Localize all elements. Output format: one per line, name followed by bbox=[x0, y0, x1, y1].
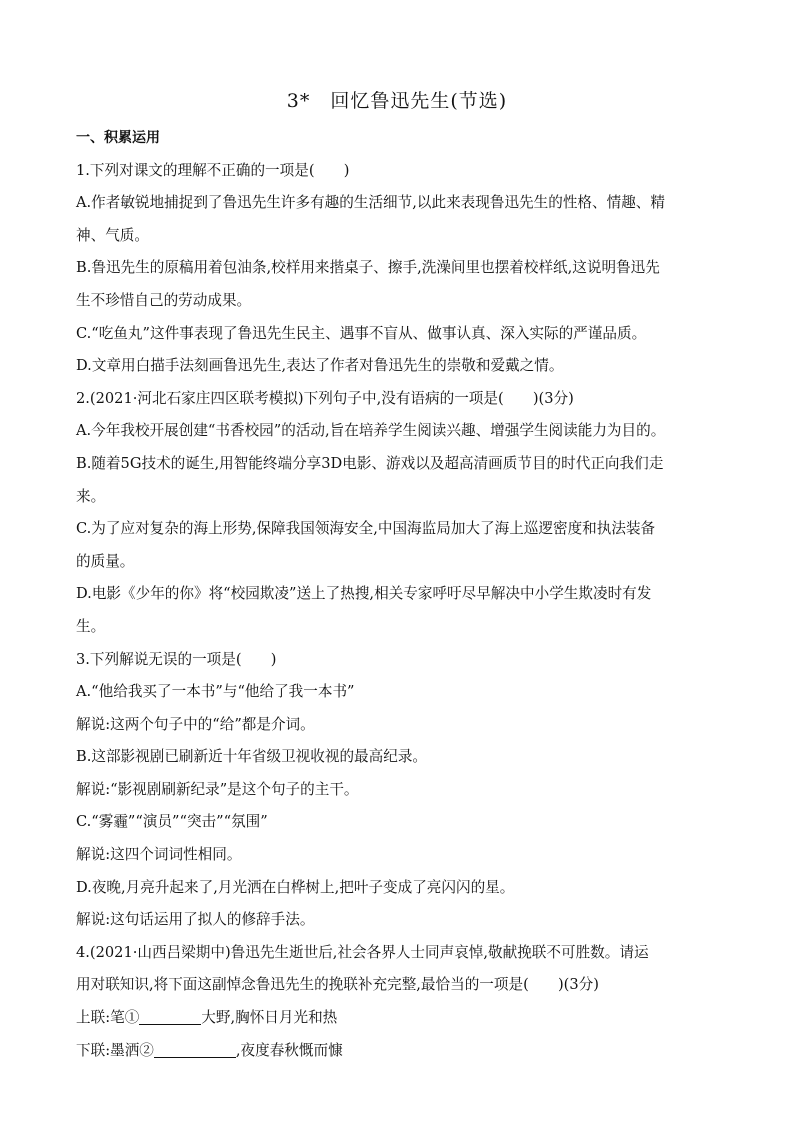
couplet-lower-prefix: 下联:墨洒② bbox=[76, 1041, 154, 1059]
text-line: A.今年我校开展创建“书香校园”的活动,旨在培养学生阅读兴趣、增强学生阅读能力为目的。 bbox=[76, 422, 666, 440]
text-line: 解说:“影视剧刷新纪录”是这个句子的主干。 bbox=[76, 780, 359, 798]
couplet-lower bbox=[76, 1035, 718, 1068]
text-line: 解说:这两个句子中的“给”都是介词。 bbox=[76, 715, 315, 733]
answer-blank-2[interactable] bbox=[154, 1039, 236, 1058]
text-line: B.随着5G技术的诞生,用智能终端分享3D电影、游戏以及超高清画质节目的时代正向我们走 bbox=[76, 454, 664, 472]
section-heading: 一、积累运用 bbox=[76, 130, 160, 146]
text-line: C.“吃鱼丸”这件事表现了鲁迅先生民主、遇事不盲从、做事认真、深入实际的严谨品质。 bbox=[76, 324, 647, 342]
document-body bbox=[76, 122, 718, 1067]
text-line: 1.下列对课文的理解不正确的一项是( ) bbox=[76, 161, 350, 179]
couplet-upper bbox=[76, 1002, 718, 1035]
text-line: 2.(2021·河北石家庄四区联考模拟)下列句子中,没有语病的一项是( )(3分) bbox=[76, 389, 574, 407]
text-line: 生不珍惜自己的劳动成果。 bbox=[76, 291, 252, 309]
answer-blank-1[interactable] bbox=[139, 1006, 201, 1025]
text-line: 解说:这句话运用了拟人的修辞手法。 bbox=[76, 911, 315, 929]
text-line: 的质量。 bbox=[76, 552, 135, 570]
page-title: 3* 回忆鲁迅先生(节选) bbox=[286, 90, 508, 112]
couplet-upper-prefix: 上联:笔① bbox=[76, 1009, 140, 1027]
text-line: C.“雾霾”“演员”“突击”“氛围” bbox=[76, 813, 268, 831]
text-line: C.为了应对复杂的海上形势,保障我国领海安全,中国海监局加大了海上巡逻密度和执法装备 bbox=[76, 520, 656, 538]
text-line: A.“他给我买了一本书”与“他给了我一本书” bbox=[76, 683, 355, 701]
couplet-upper-suffix: 大野,胸怀日月光和热 bbox=[201, 1009, 338, 1027]
text-line: 用对联知识,将下面这副悼念鲁迅先生的挽联补充完整,最恰当的一项是( )(3分) bbox=[76, 976, 599, 994]
text-line: 神、气质。 bbox=[76, 226, 149, 244]
text-line: 解说:这四个词词性相同。 bbox=[76, 846, 242, 864]
text-line: B.这部影视剧已刷新近十年省级卫视收视的最高纪录。 bbox=[76, 748, 428, 766]
text-line: 生。 bbox=[76, 617, 106, 635]
text-line: A.作者敏锐地捕捉到了鲁迅先生许多有趣的生活细节,以此来表现鲁迅先生的性格、情趣、精 bbox=[76, 194, 665, 212]
text-line: D.文章用白描手法刻画鲁迅先生,表达了作者对鲁迅先生的崇敬和爱戴之情。 bbox=[76, 357, 564, 375]
text-line: B.鲁迅先生的原稿用着包油条,校样用来揩桌子、擦手,洗澡间里也摆着校样纸,这说明鲁迅先 bbox=[76, 259, 660, 277]
text-line: 来。 bbox=[76, 487, 106, 505]
text-line: D.夜晚,月亮升起来了,月光洒在白桦树上,把叶子变成了亮闪闪的星。 bbox=[76, 878, 515, 896]
text-line: 3.下列解说无误的一项是( ) bbox=[76, 650, 277, 668]
text-line: 4.(2021·山西吕梁期中)鲁迅先生逝世后,社会各界人士同声哀悼,敬献挽联不可胜数。请运 bbox=[76, 943, 649, 961]
text-line: D.电影《少年的你》将“校园欺凌”送上了热搜,相关专家呼吁尽早解决中小学生欺凌时有发 bbox=[76, 585, 652, 603]
couplet-lower-suffix: ,夜度春秋慨而慷 bbox=[235, 1041, 343, 1059]
